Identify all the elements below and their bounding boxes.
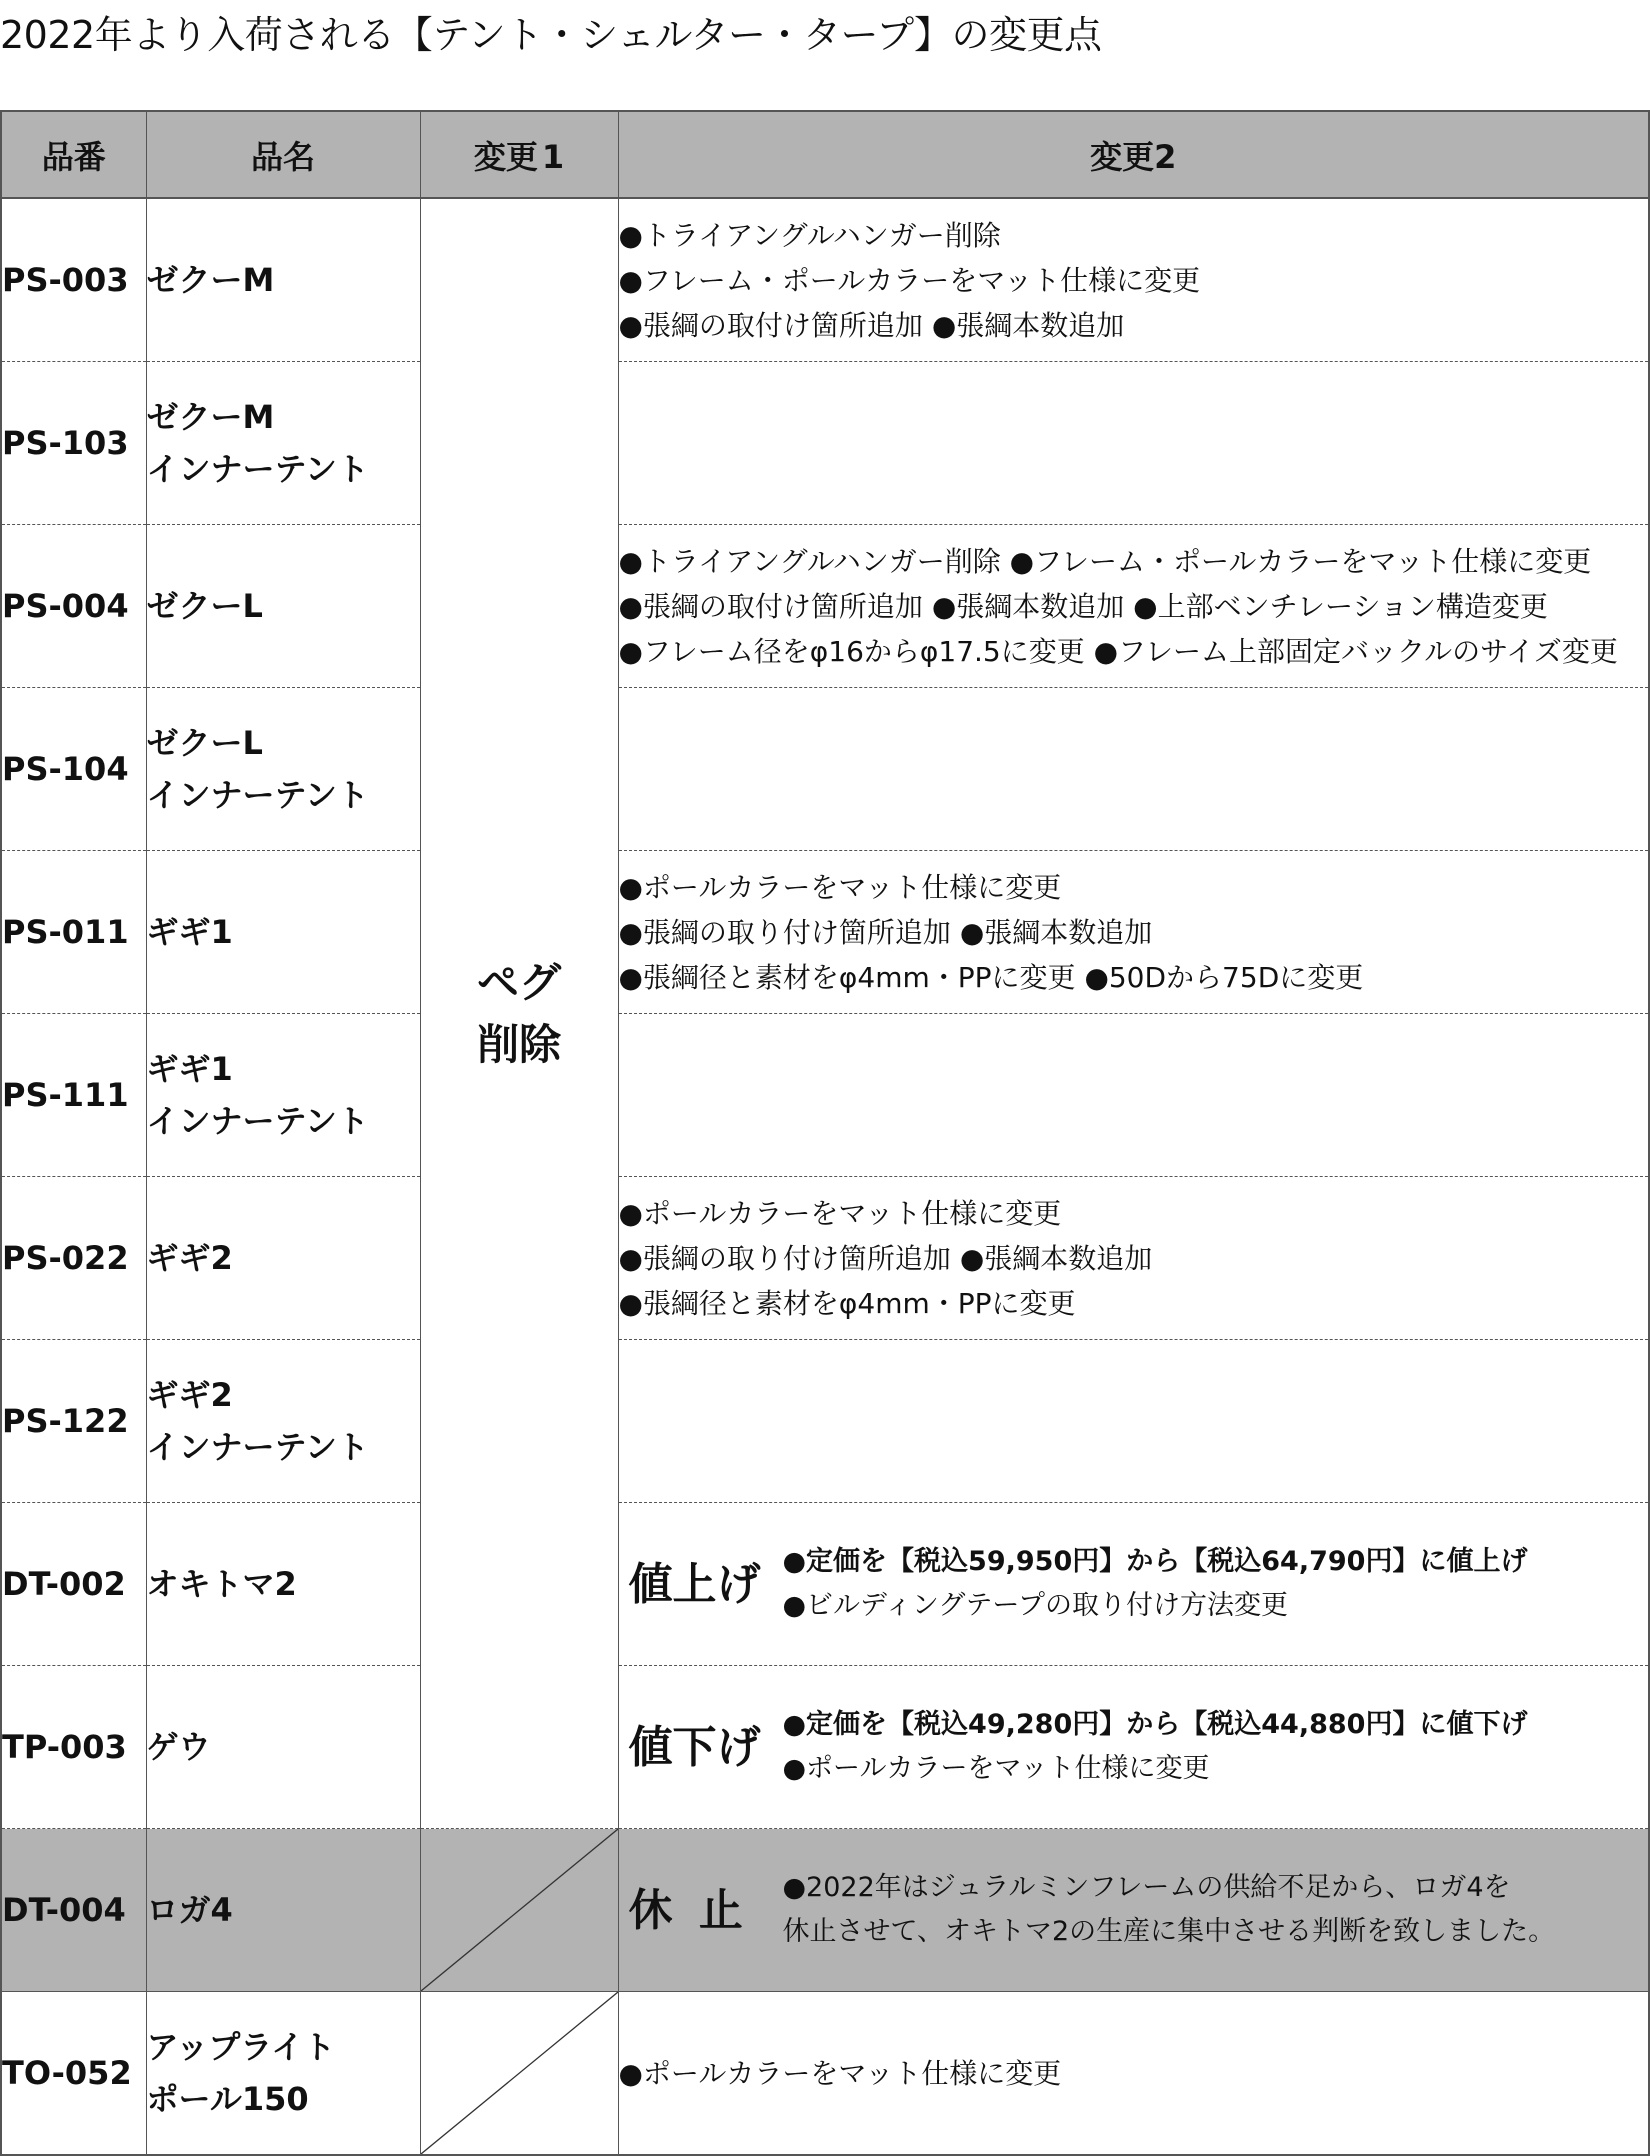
product-name: [146, 1666, 420, 1829]
change-line: ●ポールカラーをマット仕様に変更: [618, 870, 1062, 904]
change2-cell-empty: [618, 688, 1649, 851]
change2-cell: [618, 525, 1649, 688]
table-row: [1, 1177, 1649, 1340]
diagonal-slash: [421, 1992, 618, 2154]
changes-table: [0, 110, 1650, 2156]
change2-cell-empty: [618, 1014, 1649, 1177]
header-change1-number: 1: [541, 137, 565, 176]
product-code: PS-011: [1, 851, 146, 1014]
change-line: ●張綱の取付け箇所追加 ●張綱本数追加: [618, 308, 1125, 342]
product-code: TO-052: [1, 1992, 146, 2156]
change2-cell: [618, 1503, 1649, 1666]
product-name-line: インナーテント: [146, 450, 369, 488]
product-name-line: ギギ1: [146, 913, 233, 951]
table-row-suspended: [1, 1829, 1649, 1992]
product-name: [146, 851, 420, 1014]
change2-cell: [618, 1829, 1649, 1992]
table-header-row: [1, 111, 1649, 198]
product-code: PS-104: [1, 688, 146, 851]
suspended-label: 休止: [628, 1884, 770, 1936]
table-row: [1, 1992, 1649, 2156]
page-title: 2022年より入荷される【テント・シェルター・タープ】の変更点: [0, 13, 1102, 57]
price-decrease-label: 値下げ: [628, 1721, 761, 1773]
change1-na-cell: [420, 1829, 618, 1992]
product-name: [146, 362, 420, 525]
product-name: [146, 688, 420, 851]
table-row: [1, 1666, 1649, 1829]
product-name-line: ゼクーL: [146, 587, 263, 625]
table-row: [1, 851, 1649, 1014]
change-line: ●2022年はジュラルミンフレームの供給不足から、ロガ4を: [782, 1872, 1511, 1903]
header-name: 品名: [146, 111, 420, 198]
product-name-line: ゼクーM: [146, 261, 275, 299]
change-line: ●トライアングルハンガー削除 ●フレーム・ポールカラーをマット仕様に変更: [618, 544, 1592, 578]
product-name-line: ポール150: [146, 2080, 309, 2118]
header-change1: [420, 111, 618, 198]
change-line: ●張綱径と素材をφ4mm・PPに変更: [618, 1286, 1076, 1320]
product-name: [146, 525, 420, 688]
product-code: PS-003: [1, 198, 146, 362]
change2-cell-empty: [618, 1340, 1649, 1503]
change-line: ●張綱径と素材をφ4mm・PPに変更 ●50Dから75Dに変更: [618, 960, 1364, 994]
change-line: 休止させて、オキトマ2の生産に集中させる判断を致しました。: [782, 1916, 1556, 1947]
change2-cell-empty: [618, 362, 1649, 525]
change1-na-cell: [420, 1992, 618, 2156]
price-change-line: ●定価を【税込59,950円】から【税込64,790円】に値上げ: [782, 1546, 1528, 1577]
change-line: ●ポールカラーをマット仕様に変更: [782, 1753, 1210, 1784]
change1-text-line1: ペグ: [476, 957, 561, 1007]
product-name-line: アップライト: [146, 2028, 336, 2066]
product-name-line: ゼクーL: [146, 724, 263, 762]
product-name: [146, 1177, 420, 1340]
change-line: ●張綱の取付け箇所追加 ●張綱本数追加 ●上部ベンチレーション構造変更: [618, 589, 1548, 623]
change1-text-line2: 削除: [476, 1019, 561, 1069]
change2-cell: [618, 851, 1649, 1014]
change2-cell: [618, 1177, 1649, 1340]
price-increase-label: 値上げ: [628, 1558, 761, 1610]
product-code: DT-002: [1, 1503, 146, 1666]
price-change-line: ●定価を【税込49,280円】から【税込44,880円】に値下げ: [782, 1709, 1528, 1740]
change-line: ●ポールカラーをマット仕様に変更: [618, 1196, 1062, 1230]
product-code: PS-122: [1, 1340, 146, 1503]
product-name: [146, 1829, 420, 1992]
table-row: [1, 1503, 1649, 1666]
header-change2: 変更2: [618, 111, 1649, 198]
table-row: [1, 198, 1649, 362]
table-row: [1, 525, 1649, 688]
change2-cell: [618, 198, 1649, 362]
product-code: DT-004: [1, 1829, 146, 1992]
product-name-line: ギギ1: [146, 1050, 233, 1088]
product-name-line: ギギ2: [146, 1376, 233, 1414]
change-line: ●張綱の取り付け箇所追加 ●張綱本数追加: [618, 1241, 1153, 1275]
table-row: [1, 362, 1649, 525]
product-name-line: インナーテント: [146, 1428, 369, 1466]
product-name-line: オキトマ2: [146, 1565, 297, 1603]
change-line: ●フレーム・ポールカラーをマット仕様に変更: [618, 263, 1201, 297]
change2-cell: [618, 1992, 1649, 2156]
change1-merged-cell: [420, 198, 618, 1829]
product-name-line: インナーテント: [146, 1102, 369, 1140]
product-name-line: ロガ4: [146, 1891, 233, 1929]
product-name-line: ギギ2: [146, 1239, 233, 1277]
table-row: [1, 688, 1649, 851]
change-line: ●ポールカラーをマット仕様に変更: [618, 2056, 1062, 2090]
product-code: PS-111: [1, 1014, 146, 1177]
product-name: [146, 198, 420, 362]
product-code: TP-003: [1, 1666, 146, 1829]
diagonal-slash: [421, 1829, 618, 1991]
product-name-line: ゲウ: [146, 1728, 211, 1766]
change-line: ●ビルディングテープの取り付け方法変更: [782, 1590, 1289, 1621]
product-name: [146, 1014, 420, 1177]
product-code: PS-103: [1, 362, 146, 525]
header-code: 品番: [1, 111, 146, 198]
change-line: ●張綱の取り付け箇所追加 ●張綱本数追加: [618, 915, 1153, 949]
table-row: [1, 1014, 1649, 1177]
change-line: ●トライアングルハンガー削除: [618, 218, 1001, 252]
change-line: ●フレーム径をφ16からφ17.5に変更 ●フレーム上部固定バックルのサイズ変更: [618, 634, 1618, 668]
table-row: [1, 1340, 1649, 1503]
product-name-line: ゼクーM: [146, 398, 275, 436]
product-code: PS-022: [1, 1177, 146, 1340]
product-name: [146, 1992, 420, 2156]
product-name-line: インナーテント: [146, 776, 369, 814]
product-code: PS-004: [1, 525, 146, 688]
product-name: [146, 1503, 420, 1666]
header-change1-label: 変更: [473, 137, 538, 176]
product-name: [146, 1340, 420, 1503]
change2-cell: [618, 1666, 1649, 1829]
